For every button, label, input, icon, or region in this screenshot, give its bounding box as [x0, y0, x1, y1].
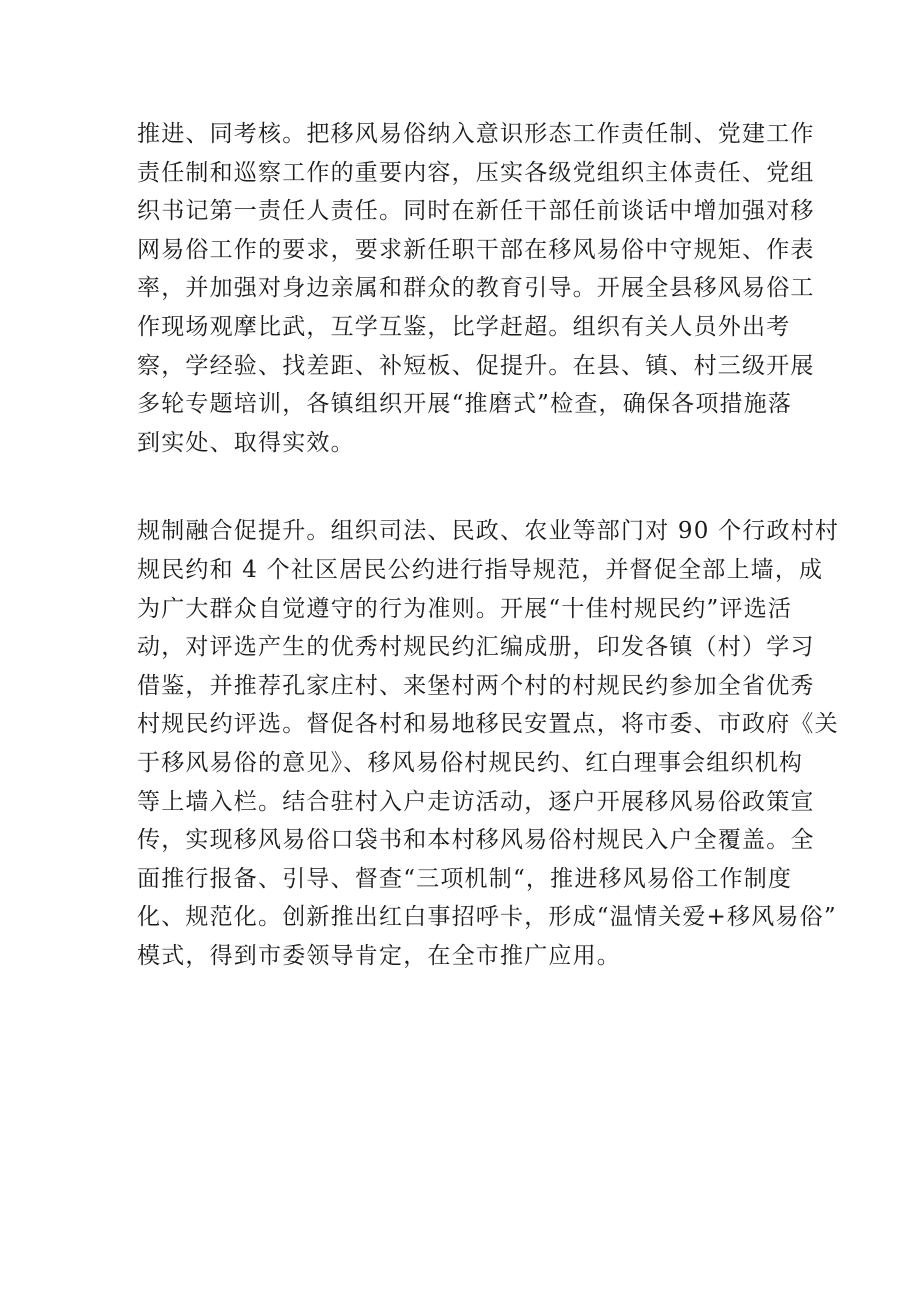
text-line: 多轮专题培训，各镇组织开展“推磨式”检查，确保各项措施落 [137, 391, 793, 418]
text-line: 化、规范化。创新推出红白事招呼卡，形成“温情关爱+移风易俗” [137, 904, 837, 931]
text-line: 为广大群众自觉遵守的行为准则。开展“十佳村规民约”评选活 [137, 595, 793, 622]
text-line: 村规民约评选。督促各村和易地移民安置点，将市委、市政府《关 [137, 711, 839, 738]
text-line: 推进、同考核。把移风易俗纳入意识形态工作责任制、党建工作 [137, 121, 815, 147]
text-line: 责任制和巡察工作的重要内容，压实各级党组织主体责任、党组 [137, 159, 815, 186]
paragraph-1 [137, 115, 815, 462]
text-line: 传，实现移风易俗口袋书和本村移风易俗村规民入户全覆盖。全 [137, 827, 815, 854]
paragraph-spacer [137, 462, 797, 512]
text-line: 于移风易俗的意见》、移风易俗村规民约、红白理事会组织机构 [137, 749, 804, 776]
text-line: 察，学经验、找差距、补短板、促提升。在县、镇、村三级开展 [137, 352, 815, 379]
text-line: 到实处、取得实效。 [137, 429, 355, 456]
text-line: 借鉴，并推荐孔家庄村、来堡村两个村的村规民约参加全省优秀 [137, 672, 815, 699]
text-line: 模式，得到市委领导肯定，在全市推广应用。 [137, 942, 621, 969]
text-line: 等上墙入栏。结合驻村入户走访活动，逐户开展移风易俗政策宣 [137, 788, 815, 815]
paragraph-2 [137, 512, 840, 975]
text-line: 作现场观摩比武，互学互鉴，比学赶超。组织有关人员外出考 [137, 313, 791, 340]
text-line: 规民约和 4 个社区居民公约进行指导规范，并督促全部上墙，成 [137, 556, 824, 583]
text-line: 动，对评选产生的优秀村规民约汇编成册，印发各镇（村）学习 [137, 634, 815, 661]
text-line: 率，并加强对身边亲属和群众的教育引导。开展全县移风易俗工 [137, 275, 815, 302]
text-line: 面推行报备、引导、督查“三项机制“，推进移风易俗工作制度 [137, 865, 793, 892]
text-line: 网易俗工作的要求，要求新任职干部在移风易俗中守规矩、作表 [137, 236, 815, 263]
document-body [137, 115, 840, 975]
text-line: 织书记第一责任人责任。同时在新任干部任前谈话中增加强对移 [137, 198, 815, 225]
text-line: 规制融合促提升。组织司法、民政、农业等部门对 90 个行政村村 [137, 518, 840, 545]
